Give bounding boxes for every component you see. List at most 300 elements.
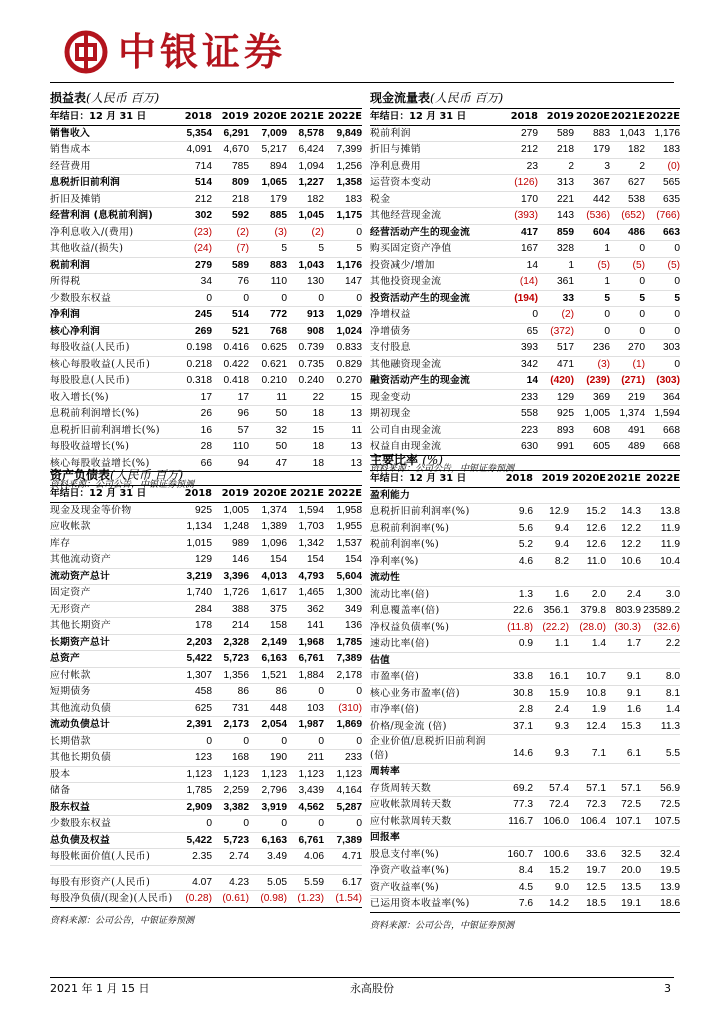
table-row [370,846,680,863]
value-cell: 0.739 [298,342,324,353]
value-cell: 103 [307,702,324,714]
value-cell: 212 [521,144,538,155]
value-cell: 76 [237,276,249,287]
value-cell: 558 [521,408,538,419]
value-cell: (2) [561,309,574,320]
value-cell: 1,005 [584,408,610,419]
value-cell: 8.2 [554,555,569,567]
value-cell: 218 [232,193,249,205]
value-cell: 12.9 [549,506,569,517]
row-label: 股本 [50,768,71,780]
value-cell: 0.418 [223,375,249,386]
value-cell: 785 [232,160,249,172]
value-cell: 0.270 [336,375,362,386]
value-cell: 369 [593,391,610,403]
value-cell: 356.1 [543,605,569,616]
value-cell: 517 [557,342,574,353]
brand-logo [64,28,286,76]
value-cell: 11.9 [660,522,680,534]
row-label: 少数股东权益 [50,818,112,829]
table-row [370,718,680,735]
value-cell: (766) [656,210,680,221]
value-cell: 1,227 [298,177,324,188]
table-row [50,568,362,585]
value-cell: 233 [345,752,362,763]
row-label: 经营利润 (息税前利润) [50,210,153,221]
value-cell: 18 [312,408,324,419]
table-header-row [50,486,362,502]
row-label: 核心每股收益(人民币) [50,358,151,370]
value-cell: 349 [345,603,362,615]
value-cell: 627 [628,177,645,188]
row-label: 回报率 [370,832,400,843]
value-cell: 1,968 [298,636,324,648]
value-cell: 0 [356,686,362,697]
table-row [370,125,680,142]
value-cell: 2.4 [626,588,641,600]
header-label-cell: 年结日：12 月 31 日 [50,111,147,122]
value-cell: 625 [195,702,212,714]
row-label: 股东权益 [50,801,90,813]
table-row [50,125,362,142]
table-row [370,879,680,896]
value-cell: 0 [243,735,249,747]
table-row [370,323,680,340]
value-cell: 2,259 [223,785,249,796]
table-row [50,389,362,406]
value-cell: 178 [195,620,212,631]
value-cell: 1,726 [223,587,249,598]
value-cell: (5) [597,259,610,271]
row-label: 股息支付率(%) [370,848,440,860]
value-cell: 5 [356,243,362,254]
value-cell: 9,849 [336,127,362,139]
row-label: 长期借款 [50,735,91,747]
value-cell: 768 [270,325,287,337]
value-cell: 6,163 [261,834,287,846]
value-cell: 32 [275,424,287,436]
section-header-row [370,830,680,847]
ratios-table [370,471,680,913]
value-cell: 1.7 [626,638,641,649]
value-cell: 23589.2 [643,605,680,616]
value-cell: 1,342 [298,537,324,549]
value-cell: 14 [526,375,538,386]
value-cell: 0 [674,243,680,254]
table-row [50,766,362,783]
row-label: 利息覆盖率(倍) [370,605,440,616]
value-cell: 3,919 [261,801,287,813]
value-cell: (11.8) [507,621,533,633]
table-row [50,816,362,833]
value-cell: 3,439 [298,785,324,796]
value-cell: 214 [232,620,249,631]
table-row [50,406,362,423]
value-cell: 143 [557,210,574,221]
value-cell: 7.6 [518,898,533,909]
value-cell: 2,149 [261,636,287,648]
value-cell: 313 [557,177,574,188]
bank-of-china-logo-icon [64,30,108,74]
value-cell: 33 [562,292,574,304]
row-label: 每股收益增长(%) [50,441,130,452]
value-cell: 15.9 [549,687,569,699]
value-cell: 489 [628,441,645,452]
value-cell: 16.1 [549,671,569,682]
value-cell: 4.06 [304,851,324,862]
table-row [370,537,680,554]
row-label: 其他收益/(损失) [50,243,124,254]
value-cell: (393) [514,210,538,221]
value-cell: 0 [318,818,324,829]
value-cell: 0 [318,686,324,697]
table-row [50,601,362,618]
value-cell: 668 [663,441,680,452]
value-cell: 1,029 [336,309,362,320]
value-cell: 18 [312,441,324,452]
value-cell: 9.6 [518,506,533,517]
value-cell: 6,291 [223,127,249,139]
value-cell: 0 [604,325,610,337]
value-cell: 592 [232,210,249,221]
value-cell: 13 [350,441,362,452]
value-cell: 1,043 [619,127,645,139]
value-cell: 4.07 [192,876,212,888]
value-cell: (652) [621,210,645,221]
table-header-row [370,109,680,125]
header-year-cell: 2020E [253,488,287,499]
value-cell: 100.6 [543,848,569,860]
header-year-cell: 2019 [221,111,249,122]
table-row [50,373,362,390]
value-cell: 284 [195,603,212,615]
value-cell: 183 [663,144,680,155]
value-cell: 57.1 [586,782,606,794]
row-label: 购买固定资产净值 [370,243,452,254]
value-cell: 364 [663,391,680,403]
value-cell: 4,562 [298,801,324,813]
value-cell: 16 [200,424,212,436]
value-cell: 5 [639,292,645,304]
value-cell: 388 [232,603,249,615]
header-year-cell: 2022E [328,488,362,499]
table-row [370,553,680,570]
table-row [50,307,362,324]
value-cell: 0.829 [336,358,362,370]
value-cell: 1,374 [261,504,287,516]
value-cell: 12.6 [586,522,606,534]
value-cell: 57.1 [621,782,641,794]
value-cell: 12.2 [621,539,641,550]
row-label: 存货周转天数 [370,782,432,794]
row-label: 净利润 [50,309,80,320]
table-row [370,797,680,814]
value-cell: 0.833 [336,342,362,353]
value-cell: 269 [195,325,212,337]
value-cell: 0 [674,276,680,287]
value-cell: (3) [597,358,610,370]
value-cell: 0 [206,292,212,304]
row-label: 息税前利润率(%) [370,522,450,534]
header-year-cell: 2018 [505,473,533,484]
value-cell: (271) [621,375,645,386]
table-row [50,241,362,258]
value-cell: 9.4 [554,522,569,534]
value-cell: 9.3 [554,720,569,732]
value-cell: 270 [628,342,645,353]
value-cell: 6.17 [342,876,362,888]
row-label: 净资产收益率(%) [370,865,450,876]
value-cell: 15 [350,391,362,403]
row-label: 库存 [50,537,71,549]
value-cell: 0 [532,309,538,320]
table-row [50,208,362,225]
value-cell: 1 [604,276,610,287]
value-cell: 11.9 [660,539,680,550]
table-row [370,290,680,307]
value-cell: 458 [195,686,212,697]
table-row [50,175,362,192]
value-cell: 219 [628,391,645,403]
value-cell: 23 [526,160,538,172]
value-cell: 12.5 [586,881,606,893]
value-cell: 0.318 [186,375,212,386]
value-cell: 1,307 [186,669,212,681]
row-label: 储备 [50,785,71,796]
row-label: 价格/现金流 (倍) [370,720,447,732]
value-cell: 2.2 [665,638,680,649]
table-row [370,224,680,241]
row-label: 长期资产总计 [50,636,110,648]
table-row [50,651,362,668]
value-cell: 6,761 [298,834,324,846]
value-cell: 50 [275,441,287,452]
value-cell: 37.1 [513,720,533,732]
value-cell: (5) [667,259,680,271]
row-label: 流动比率(倍) [370,588,430,600]
row-label: 净增权益 [370,309,411,320]
value-cell: 30.8 [513,687,533,699]
row-label: 支付股息 [370,342,411,353]
value-cell: 4,793 [298,570,324,582]
value-cell: 0 [318,292,324,304]
value-cell: 1,884 [298,669,324,681]
value-cell: 894 [270,160,287,172]
value-cell: (0.61) [222,893,249,904]
value-cell: 72.3 [586,799,606,810]
value-cell: 883 [270,259,287,271]
cashflow-statement-panel [370,87,680,476]
value-cell: 0 [639,243,645,254]
row-label: 其他融资现金流 [370,358,442,370]
value-cell: 17 [200,391,212,403]
value-cell: 28 [200,441,212,452]
value-cell: 11.3 [660,720,680,732]
value-cell: (2) [236,226,249,238]
value-cell: 10.7 [586,671,606,682]
table-row [370,389,680,406]
value-cell: (7) [236,243,249,254]
row-label: 息税前利润增长(%) [50,408,140,419]
value-cell: 7,399 [336,144,362,155]
value-cell: 9.0 [554,881,569,893]
row-label: 总负债及权益 [50,834,110,846]
value-cell: 17 [237,391,249,403]
value-cell: 1,134 [186,521,212,532]
value-cell: 279 [195,259,212,271]
table-row [370,208,680,225]
table-row [370,702,680,719]
header-year-cell: 2019 [546,111,574,122]
value-cell: 1,123 [261,768,287,780]
value-cell: 190 [270,752,287,763]
value-cell: 136 [345,620,362,631]
value-cell: 0 [356,292,362,304]
value-cell: 3,219 [186,570,212,582]
table-row [50,684,362,701]
value-cell: 5,723 [223,834,249,846]
value-cell: 1 [568,259,574,271]
table-row [370,241,680,258]
value-cell: 1,594 [654,408,680,419]
value-cell: 2.0 [591,588,606,600]
table-row [370,373,680,390]
value-cell: 3.49 [267,851,287,862]
header-rule [50,82,674,83]
table-row [50,634,362,651]
value-cell: 32.5 [621,848,641,860]
value-cell: 5.5 [665,748,680,759]
value-cell: 167 [521,243,538,254]
table-row [50,257,362,274]
header-year-cell: 2019 [541,473,569,484]
value-cell: 302 [195,210,212,221]
value-cell: 379.8 [580,605,606,616]
table-row [50,733,362,750]
value-cell: 11.0 [586,555,606,567]
row-label: 公司自由现金流 [370,424,442,436]
value-cell: 2,796 [261,785,287,796]
value-cell: 4.71 [342,851,362,862]
value-cell: 328 [557,243,574,254]
income-source-note: 资料来源：公司公告，中银证券预测 [50,480,195,490]
value-cell: (28.0) [579,621,606,633]
value-cell: 141 [307,620,324,631]
value-cell: 33.8 [513,671,533,682]
value-cell: 8.4 [518,865,533,876]
value-cell: 147 [345,276,362,287]
table-row [370,406,680,423]
value-cell: 13.8 [660,506,680,517]
header-year-cell: 2019 [221,488,249,499]
value-cell: 5 [281,243,287,254]
table-row [50,552,362,569]
value-cell: 342 [521,358,538,370]
value-cell: (303) [656,375,680,386]
header-label-cell: 年结日：12 月 31 日 [370,111,467,122]
value-cell: 0.9 [518,638,533,649]
key-ratios-panel [370,449,680,933]
table-row [50,439,362,456]
header-year-cell: 2018 [184,488,212,499]
table-row [370,504,680,521]
row-label: 期初现金 [370,408,411,419]
row-label: 固定资产 [50,587,91,598]
value-cell: 1.1 [554,638,569,649]
value-cell: 448 [270,702,287,714]
value-cell: 56.9 [660,782,680,794]
value-cell: 1,045 [298,210,324,221]
table-row [50,750,362,767]
value-cell: 9.4 [554,539,569,550]
value-cell: 9.3 [554,748,569,759]
value-cell: (32.6) [653,621,680,633]
table-row [50,323,362,340]
row-label: 核心每股收益增长(%) [50,457,150,469]
row-label: 净利率(%) [370,555,419,567]
value-cell: 0 [604,309,610,320]
value-cell: (2) [311,226,324,238]
value-cell: 1,358 [336,177,362,188]
value-cell: (0.28) [185,893,212,904]
table-row [50,142,362,159]
table-row [50,356,362,373]
row-label: 其他长期负债 [50,752,112,763]
value-cell: 1,594 [298,504,324,516]
value-cell: 110 [270,276,287,287]
value-cell: 883 [593,127,610,139]
value-cell: 2 [639,160,645,172]
value-cell: 362 [307,603,324,615]
table-row [370,896,680,913]
value-cell: 1,175 [336,210,362,221]
row-label: 折旧与摊销 [370,144,421,155]
value-cell: 86 [237,686,249,697]
value-cell: 731 [232,702,249,714]
value-cell: 106.4 [580,815,606,827]
value-cell: 223 [521,424,538,436]
value-cell: 514 [232,309,249,320]
value-cell: 1,065 [261,177,287,188]
table-row [50,799,362,816]
table-row [370,356,680,373]
value-cell: 1,521 [261,669,287,681]
row-label: 现金及现金等价物 [50,504,132,516]
value-cell: 2.74 [229,851,249,862]
value-cell: 3.0 [665,588,680,600]
value-cell: 2,328 [223,636,249,648]
section-header-row [370,570,680,587]
value-cell: 0.416 [223,342,249,353]
value-cell: 0 [639,309,645,320]
value-cell: 211 [307,752,324,763]
header-year-cell: 2022E [646,473,680,484]
value-cell: 0 [356,735,362,747]
value-cell: 110 [232,441,249,452]
value-cell: 154 [307,554,324,565]
value-cell: 14.6 [513,748,533,759]
footer-rule [50,977,674,978]
value-cell: 129 [557,391,574,403]
value-cell: 34 [200,276,212,287]
value-cell: 12.2 [621,522,641,534]
footer-date: 2021 年 1 月 15 日 [50,982,150,995]
value-cell: 663 [663,226,680,238]
table-row [50,891,362,908]
row-label: 折旧及摊销 [50,193,101,205]
row-label: 息税折旧前利润增长(%) [50,424,160,436]
row-label: 市盈率(倍) [370,671,420,682]
